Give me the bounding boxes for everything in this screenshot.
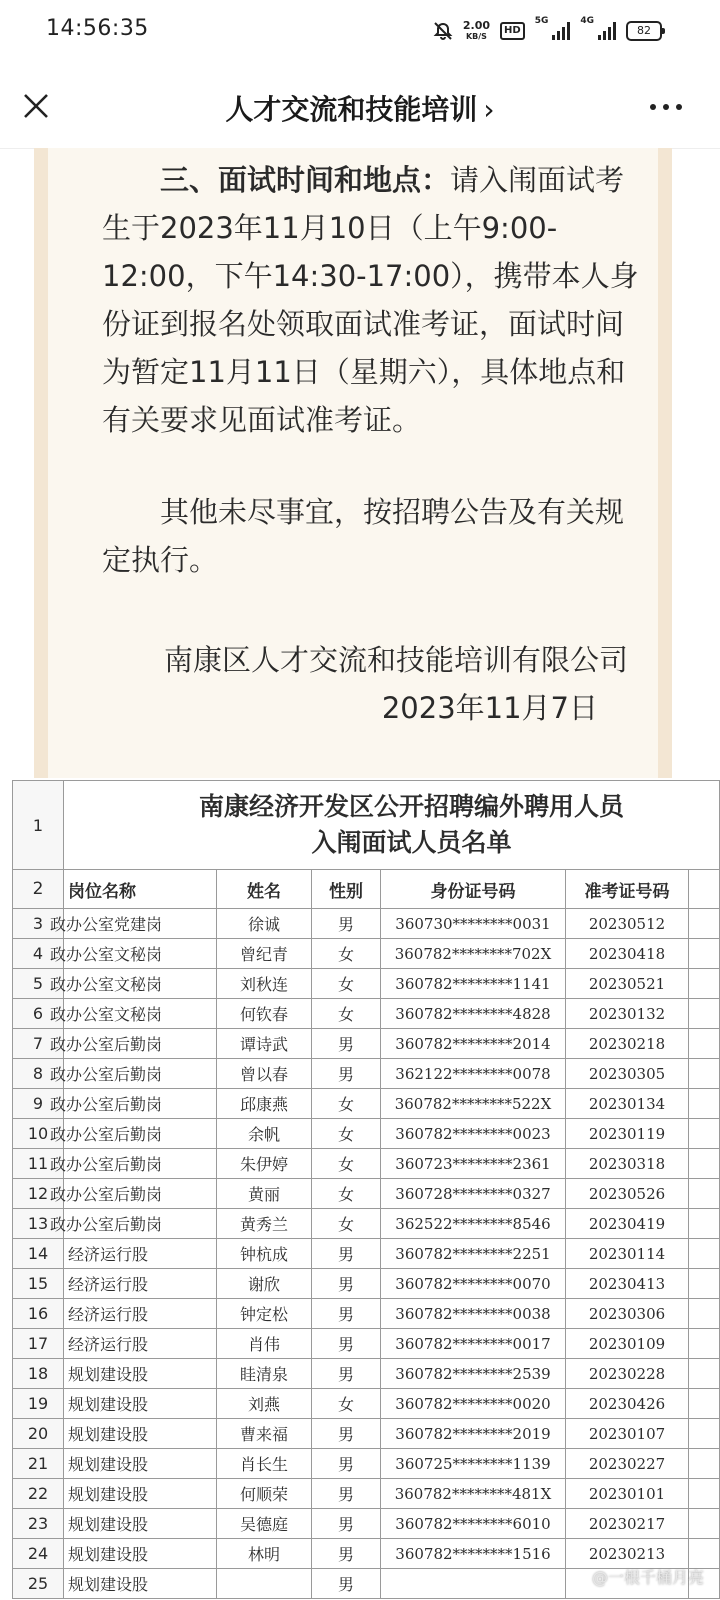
other-text: 其他未尽事宜，按招聘公告及有关规定执行。 — [102, 495, 625, 577]
cell-name: 林明 — [217, 1539, 312, 1569]
cell-extra — [689, 1149, 720, 1179]
cell-name: 肖长生 — [217, 1449, 312, 1479]
cell-sex: 男 — [312, 909, 381, 939]
cell-exam: 20230134 — [566, 1089, 689, 1119]
header-extra — [689, 870, 720, 909]
cell-post: 规划建设股 — [64, 1539, 217, 1569]
cell-extra — [689, 969, 720, 999]
cell-name: 刘燕 — [217, 1389, 312, 1419]
row-number: 8 — [13, 1059, 64, 1089]
cell-sex: 女 — [312, 1149, 381, 1179]
section-heading: 三、面试时间和地点： — [160, 163, 451, 197]
cell-sex: 男 — [312, 1329, 381, 1359]
cell-id: 360782********0070 — [381, 1269, 566, 1299]
table-row — [13, 1209, 720, 1239]
cell-post: 政办公室后勤岗 — [64, 1059, 217, 1089]
row-number: 6 — [13, 999, 64, 1029]
signature-company: 南康区人才交流和技能培训有限公司 — [163, 643, 628, 677]
cell-exam: 20230119 — [566, 1119, 689, 1149]
cell-extra — [689, 1089, 720, 1119]
cell-extra — [689, 1059, 720, 1089]
cell-extra — [689, 939, 720, 969]
cell-extra — [689, 1389, 720, 1419]
row-number: 17 — [13, 1329, 64, 1359]
header-sex: 性别 — [312, 870, 381, 909]
cell-id: 360782********0038 — [381, 1299, 566, 1329]
row-number: 18 — [13, 1359, 64, 1389]
cell-post: 规划建设股 — [64, 1509, 217, 1539]
signal-5g-icon — [552, 22, 570, 40]
status-icons — [433, 16, 662, 46]
cell-id: 362122********0078 — [381, 1059, 566, 1089]
status-bar — [0, 0, 720, 64]
cell-id — [381, 1569, 566, 1599]
table-row — [13, 1509, 720, 1539]
row-number: 7 — [13, 1029, 64, 1059]
cell-id: 360782********2251 — [381, 1239, 566, 1269]
network-speed — [463, 20, 490, 42]
cell-exam: 20230109 — [566, 1329, 689, 1359]
watermark: @一根千桶月亮 — [591, 1568, 704, 1587]
cell-name: 曾纪青 — [217, 939, 312, 969]
sheet-title-line1: 南康经济开发区公开招聘编外聘用人员 — [198, 792, 624, 821]
header-exam: 准考证号码 — [566, 870, 689, 909]
cell-name: 朱伊婷 — [217, 1149, 312, 1179]
cell-name: 余帆 — [217, 1119, 312, 1149]
cell-id: 360782********0023 — [381, 1119, 566, 1149]
row-number: 9 — [13, 1089, 64, 1119]
cell-sex: 女 — [312, 1119, 381, 1149]
cell-post: 政办公室党建岗 — [64, 909, 217, 939]
speed-value: 2.00 — [462, 19, 491, 32]
cell-post: 规划建设股 — [64, 1419, 217, 1449]
table-row — [13, 969, 720, 999]
cell-sex: 男 — [312, 1059, 381, 1089]
hd-badge: HD — [500, 22, 525, 40]
nav-title-text: 人才交流和技能培训 — [225, 93, 478, 126]
cell-name: 何顺荣 — [217, 1479, 312, 1509]
cell-extra — [689, 1239, 720, 1269]
cell-id: 360782********0017 — [381, 1329, 566, 1359]
row-number: 5 — [13, 969, 64, 999]
table-row — [13, 1389, 720, 1419]
row-number: 13 — [13, 1209, 64, 1239]
candidate-table — [12, 780, 720, 1599]
row-number: 23 — [13, 1509, 64, 1539]
cell-exam: 20230217 — [566, 1509, 689, 1539]
table-row — [13, 1449, 720, 1479]
cell-sex: 男 — [312, 1479, 381, 1509]
cell-id: 360782********2539 — [381, 1359, 566, 1389]
cell-post: 规划建设股 — [64, 1389, 217, 1419]
header-id: 身份证号码 — [381, 870, 566, 909]
cell-extra — [689, 1299, 720, 1329]
cell-name: 刘秋连 — [217, 969, 312, 999]
cell-post: 政办公室后勤岗 — [64, 1119, 217, 1149]
cell-post: 政办公室文秘岗 — [64, 969, 217, 999]
table-row — [13, 1149, 720, 1179]
speed-unit: KB/S — [465, 32, 487, 41]
cell-name: 谢欣 — [217, 1269, 312, 1299]
cell-post: 政办公室后勤岗 — [64, 1089, 217, 1119]
cell-name: 黄秀兰 — [217, 1209, 312, 1239]
cell-sex: 男 — [312, 1449, 381, 1479]
cell-id: 360782********702X — [381, 939, 566, 969]
cell-post: 经济运行股 — [64, 1299, 217, 1329]
cell-id: 360782********4828 — [381, 999, 566, 1029]
table-row — [13, 1029, 720, 1059]
cell-name: 吴德庭 — [217, 1509, 312, 1539]
cell-exam: 20230521 — [566, 969, 689, 999]
cell-extra — [689, 1419, 720, 1449]
row-number: 25 — [13, 1569, 64, 1599]
cell-extra — [689, 1539, 720, 1569]
table-row — [13, 909, 720, 939]
net1-label: 5G — [534, 16, 549, 26]
row-number: 11 — [13, 1149, 64, 1179]
table-row — [13, 1359, 720, 1389]
table-row — [13, 1269, 720, 1299]
row-number: 15 — [13, 1269, 64, 1299]
row-number: 16 — [13, 1299, 64, 1329]
cell-exam: 20230305 — [566, 1059, 689, 1089]
cell-name: 黄丽 — [217, 1179, 312, 1209]
cell-sex: 女 — [312, 1389, 381, 1419]
cell-sex: 男 — [312, 1239, 381, 1269]
cell-sex: 女 — [312, 1089, 381, 1119]
cell-post: 政办公室后勤岗 — [64, 1149, 217, 1179]
cell-post: 政办公室文秘岗 — [64, 999, 217, 1029]
cell-post: 政办公室后勤岗 — [64, 1179, 217, 1209]
cell-extra — [689, 1119, 720, 1149]
cell-sex: 男 — [312, 1569, 381, 1599]
cell-sex: 女 — [312, 999, 381, 1029]
cell-name: 肖伟 — [217, 1329, 312, 1359]
row-number: 20 — [13, 1419, 64, 1449]
cell-name: 何钦春 — [217, 999, 312, 1029]
cell-sex: 男 — [312, 1539, 381, 1569]
cell-exam: 20230101 — [566, 1479, 689, 1509]
cell-id: 360730********0031 — [381, 909, 566, 939]
cell-exam: 20230114 — [566, 1239, 689, 1269]
signature-date: 2023年11月7日 — [381, 691, 598, 725]
cell-extra — [689, 1329, 720, 1359]
sheet-title — [64, 781, 720, 870]
cell-sex: 女 — [312, 1179, 381, 1209]
notice-document — [34, 148, 672, 778]
chevron-right-icon: › — [483, 93, 495, 126]
cell-post: 政办公室文秘岗 — [64, 939, 217, 969]
cell-exam: 20230418 — [566, 939, 689, 969]
cell-post: 经济运行股 — [64, 1269, 217, 1299]
cell-sex: 男 — [312, 1359, 381, 1389]
table-row — [13, 1089, 720, 1119]
cell-name: 谭诗武 — [217, 1029, 312, 1059]
row-number: 24 — [13, 1539, 64, 1569]
account-title-link[interactable] — [0, 88, 720, 128]
cell-extra — [689, 1449, 720, 1479]
table-row — [13, 1539, 720, 1569]
cell-post: 规划建设股 — [64, 1479, 217, 1509]
cell-id: 360782********1516 — [381, 1539, 566, 1569]
cell-name: 钟杭成 — [217, 1239, 312, 1269]
notice-paragraph-other — [102, 488, 642, 584]
cell-extra — [689, 1509, 720, 1539]
cell-id: 360782********522X — [381, 1089, 566, 1119]
cell-sex: 男 — [312, 1269, 381, 1299]
cell-post: 经济运行股 — [64, 1329, 217, 1359]
row-number: 1 — [13, 781, 64, 870]
cell-exam: 20230419 — [566, 1209, 689, 1239]
row-number: 3 — [13, 909, 64, 939]
cell-exam: 20230213 — [566, 1539, 689, 1569]
cell-id: 360782********2014 — [381, 1029, 566, 1059]
signal-4g-icon — [598, 22, 616, 40]
cell-extra — [689, 1029, 720, 1059]
sheet-header-row — [13, 870, 720, 909]
status-time: 14:56:35 — [46, 16, 149, 41]
cell-extra — [689, 1359, 720, 1389]
table-row — [13, 1119, 720, 1149]
cell-post: 规划建设股 — [64, 1359, 217, 1389]
cell-name: 曹来福 — [217, 1419, 312, 1449]
cell-id: 360782********0020 — [381, 1389, 566, 1419]
interview-text: 请入闱面试考生于2023年11月10日（上午9:00-12:00，下午14:30-17:00），携带本人身份证到报名处领取面试准考证，面试时间为暂定11月11日（星期六），具体地点和有关要求见面试准考证。 — [102, 163, 639, 437]
row-number: 12 — [13, 1179, 64, 1209]
cell-exam: 20230526 — [566, 1179, 689, 1209]
cell-id: 360728********0327 — [381, 1179, 566, 1209]
cell-exam: 20230413 — [566, 1269, 689, 1299]
cell-post: 政办公室后勤岗 — [64, 1029, 217, 1059]
cell-post: 政办公室后勤岗 — [64, 1209, 217, 1239]
table-row — [13, 939, 720, 969]
table-row — [13, 1419, 720, 1449]
cell-post: 规划建设股 — [64, 1449, 217, 1479]
nav-bar — [0, 64, 720, 149]
header-post: 岗位名称 — [64, 870, 217, 909]
cell-name: 钟定松 — [217, 1299, 312, 1329]
net2-label: 4G — [580, 16, 594, 26]
more-options-icon[interactable] — [650, 104, 682, 110]
cell-exam: 20230132 — [566, 999, 689, 1029]
table-row — [13, 1329, 720, 1359]
cell-exam: 20230107 — [566, 1419, 689, 1449]
row-number: 21 — [13, 1449, 64, 1479]
cell-name: 曾以春 — [217, 1059, 312, 1089]
cell-extra — [689, 1269, 720, 1299]
table-row — [13, 1239, 720, 1269]
notice-paragraph-interview — [102, 156, 642, 444]
cell-id: 360782********1141 — [381, 969, 566, 999]
cell-exam: 20230318 — [566, 1149, 689, 1179]
cell-exam: 20230306 — [566, 1299, 689, 1329]
sheet-title-row — [13, 781, 720, 870]
cell-id: 360782********6010 — [381, 1509, 566, 1539]
table-row — [13, 1179, 720, 1209]
row-number: 14 — [13, 1239, 64, 1269]
battery-icon: 82 — [626, 21, 662, 41]
cell-sex: 男 — [312, 1509, 381, 1539]
cell-extra — [689, 1179, 720, 1209]
cell-extra — [689, 1479, 720, 1509]
cell-sex: 女 — [312, 969, 381, 999]
table-row — [13, 1479, 720, 1509]
bell-off-icon — [433, 21, 453, 41]
cell-post: 规划建设股 — [64, 1569, 217, 1599]
cell-sex: 男 — [312, 1029, 381, 1059]
table-row — [13, 999, 720, 1029]
cell-extra — [689, 999, 720, 1029]
cell-exam: 20230228 — [566, 1359, 689, 1389]
cell-id: 362522********8546 — [381, 1209, 566, 1239]
row-number: 2 — [13, 870, 64, 909]
cell-sex: 男 — [312, 1419, 381, 1449]
cell-name: 眭清泉 — [217, 1359, 312, 1389]
cell-id: 360782********2019 — [381, 1419, 566, 1449]
cell-sex: 男 — [312, 1299, 381, 1329]
cell-extra — [689, 1209, 720, 1239]
sheet-title-line2: 入闱面试人员名单 — [311, 828, 512, 857]
table-row — [13, 1059, 720, 1089]
candidate-list-sheet — [12, 780, 720, 1600]
cell-sex: 女 — [312, 939, 381, 969]
cell-exam: 20230426 — [566, 1389, 689, 1419]
row-number: 22 — [13, 1479, 64, 1509]
cell-exam: 20230227 — [566, 1449, 689, 1479]
table-row — [13, 1299, 720, 1329]
row-number: 10 — [13, 1119, 64, 1149]
cell-name: 邱康燕 — [217, 1089, 312, 1119]
cell-id: 360725********1139 — [381, 1449, 566, 1479]
cell-name — [217, 1569, 312, 1599]
cell-post: 经济运行股 — [64, 1239, 217, 1269]
row-number: 19 — [13, 1389, 64, 1419]
cell-exam: 20230218 — [566, 1029, 689, 1059]
cell-id: 360782********481X — [381, 1479, 566, 1509]
cell-extra — [689, 909, 720, 939]
cell-exam: 20230512 — [566, 909, 689, 939]
cell-id: 360723********2361 — [381, 1149, 566, 1179]
row-number: 4 — [13, 939, 64, 969]
cell-name: 徐诚 — [217, 909, 312, 939]
header-name: 姓名 — [217, 870, 312, 909]
cell-sex: 女 — [312, 1209, 381, 1239]
